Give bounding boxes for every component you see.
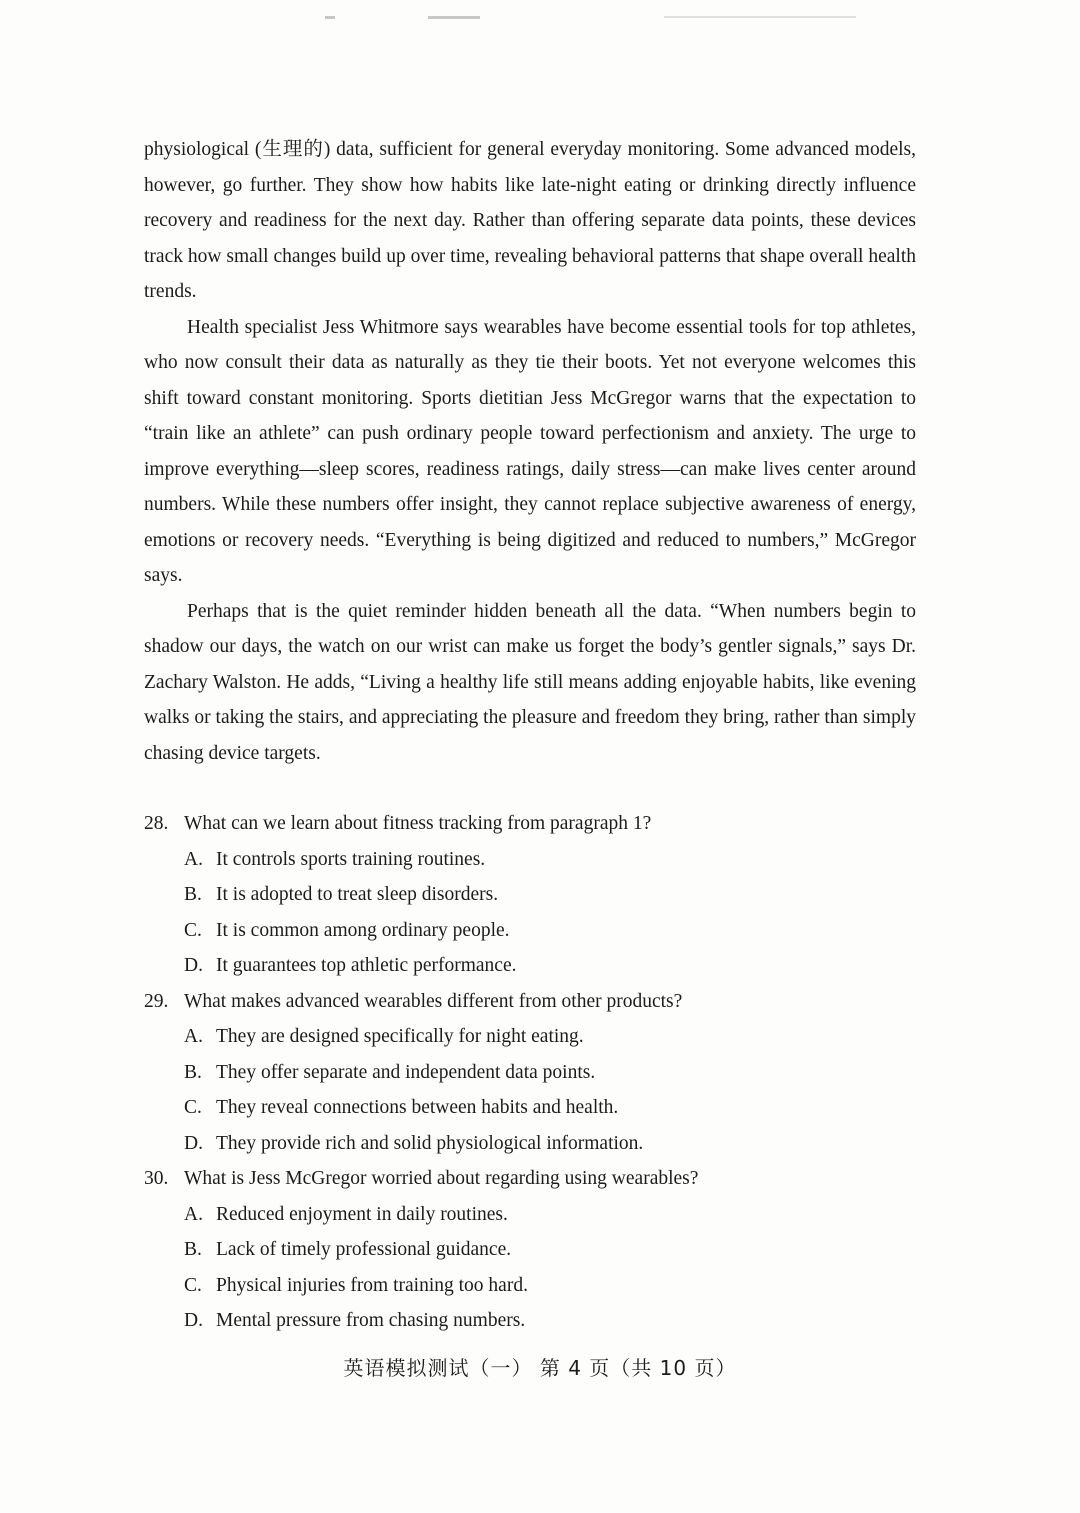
passage-paragraph: Health specialist Jess Whitmore says wearables have become essential tools for top athletes, who now consult their data as naturally as they tie their boots. Yet not everyone welcomes this shift toward constant monitoring. Sports dietitian Jess McGregor warns that the expectation to “train like an athlete” can push ordinary people toward perfectionism and anxiety. The urge to improve everything—sleep scores, readiness ratings, daily stress—can make lives center around numbers. While these numbers offer insight, they cannot replace subjective awareness of energy, emotions or recovery needs. “Everything is being digitized and reduced to numbers,” McGregor says. [144, 316, 916, 586]
scan-mark [428, 16, 480, 19]
option-text: They offer separate and independent data points. [216, 1061, 596, 1083]
answer-option [184, 1303, 916, 1339]
option-letter: D. [184, 955, 203, 976]
option-text: It is common among ordinary people. [216, 919, 510, 941]
option-text: They provide rich and solid physiological information. [216, 1132, 644, 1154]
question-number: 29. [144, 990, 169, 1012]
option-letter: A. [184, 1203, 203, 1225]
question-stem [144, 806, 916, 842]
option-text: Lack of timely professional guidance. [216, 1239, 512, 1260]
scan-mark [325, 16, 335, 19]
answer-option [184, 842, 916, 878]
question-number: 28. [144, 813, 169, 834]
reading-passage [144, 132, 916, 771]
option-letter: B. [184, 884, 202, 905]
option-letter: B. [184, 1061, 202, 1083]
option-text: Mental pressure from chasing numbers. [216, 1310, 526, 1331]
option-text: They reveal connections between habits and health. [216, 1097, 619, 1118]
option-letter: C. [184, 1097, 202, 1118]
answer-option [184, 1019, 916, 1055]
question-29 [144, 984, 916, 1162]
question-text: What makes advanced wearables different from other products? [184, 990, 683, 1012]
answer-option [184, 1126, 916, 1162]
question-stem [144, 984, 916, 1020]
page-footer: 英语模拟测试（一） 第 4 页（共 10 页） [343, 1356, 737, 1380]
option-text: It controls sports training routines. [216, 848, 486, 870]
option-letter: B. [184, 1239, 202, 1260]
scan-mark [664, 16, 856, 18]
question-28 [144, 806, 916, 984]
question-text: What is Jess McGregor worried about regarding using wearables? [184, 1168, 699, 1189]
option-letter: D. [184, 1132, 203, 1154]
option-text: It guarantees top athletic performance. [216, 955, 517, 976]
passage-paragraph: physiological (生理的) data, sufficient for general everyday monitoring. Some advanced models, however, go further. They show how habits like late-night eating or drinking directly influence recovery and readiness for the next day. Rather than offering separate data points, these devices track how small changes build up over time, revealing behavioral patterns that shape overall health trends. [144, 139, 916, 302]
option-letter: D. [184, 1310, 203, 1331]
option-text: It is adopted to treat sleep disorders. [216, 884, 499, 905]
answer-option [184, 913, 916, 949]
scan-header-artifacts [0, 0, 1080, 30]
option-letter: C. [184, 1274, 202, 1296]
option-letter: A. [184, 848, 203, 870]
option-text: They are designed specifically for night eating. [216, 1026, 584, 1047]
question-stem [144, 1161, 916, 1197]
answer-option [184, 1090, 916, 1126]
answer-option [184, 1232, 916, 1268]
question-text: What can we learn about fitness tracking from paragraph 1? [184, 813, 652, 834]
answer-option [184, 877, 916, 913]
option-text: Physical injuries from training too hard. [216, 1274, 528, 1296]
question-number: 30. [144, 1168, 169, 1189]
option-letter: C. [184, 919, 202, 941]
option-letter: A. [184, 1026, 203, 1047]
answer-option [184, 1055, 916, 1091]
answer-option [184, 1197, 916, 1233]
answer-option [184, 1268, 916, 1304]
option-text: Reduced enjoyment in daily routines. [216, 1203, 508, 1225]
passage-paragraph: Perhaps that is the quiet reminder hidden beneath all the data. “When numbers begin to shadow our days, the watch on our wrist can make us forget the body’s gentler signals,” says Dr. Zachary Walston. He adds, “Living a healthy life still means adding enjoyable habits, like evening walks or taking the stairs, and appreciating the pleasure and freedom they bring, rather than simply chasing device targets. [144, 600, 916, 764]
answer-option [184, 948, 916, 984]
question-list [144, 806, 916, 1339]
question-30 [144, 1161, 916, 1339]
